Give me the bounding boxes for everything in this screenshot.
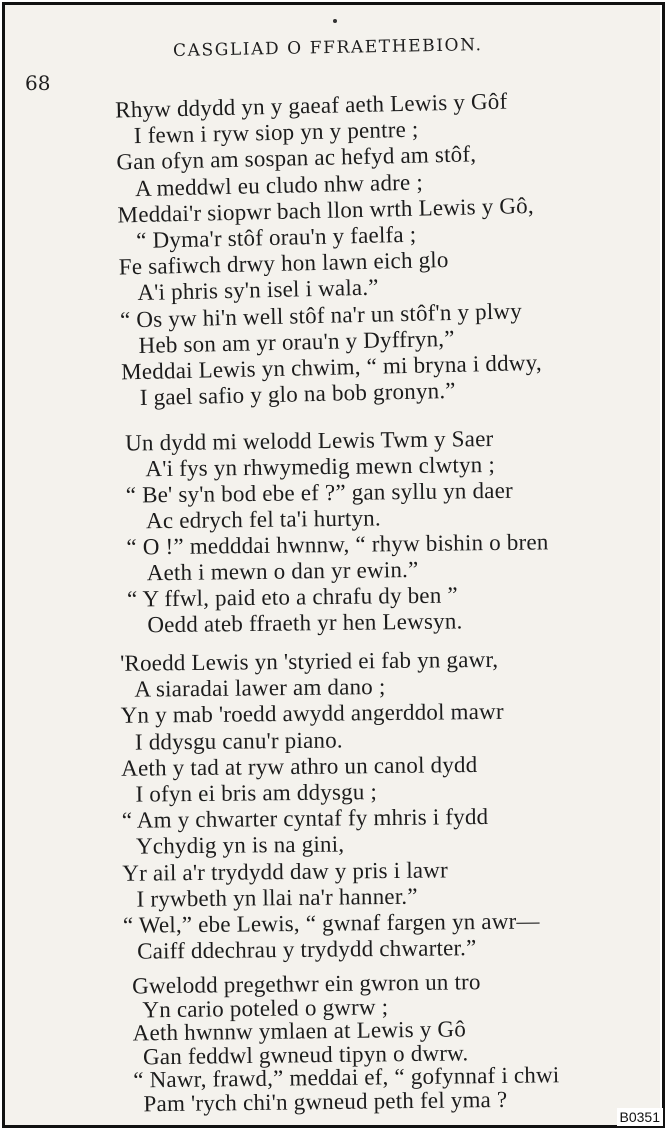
verse-line: “ Wel,” ebe Lewis, “ gwnaf fargen yn awr— bbox=[122, 908, 540, 938]
verse-line: Ac edrych fel ta'i hurtyn. bbox=[145, 505, 382, 534]
verse-line: Fe safiwch drwy hon lawn eich glo bbox=[118, 247, 449, 280]
verse-line: Aeth hwnnw ymlaen at Lewis y Gô bbox=[132, 1016, 467, 1046]
verse-line: Gan ofyn am sospan ac hefyd am stôf, bbox=[116, 141, 477, 175]
verse-line: “ Am y chwarter cyntaf fy mhris i fydd bbox=[121, 804, 489, 833]
verse-line: A'i fys yn rhwymedig mewn clwtyn ; bbox=[145, 452, 496, 482]
print-mark bbox=[333, 19, 337, 23]
book-page bbox=[5, 5, 660, 1125]
verse-line: A meddwl eu cludo nhw adre ; bbox=[134, 169, 424, 201]
verse-line: Gwelodd pregethwr ein gwron un tro bbox=[131, 969, 481, 999]
verse-line: “ O !” medddai hwnnw, “ rhyw bishin o bren bbox=[126, 529, 549, 560]
verse-line: A siaradai lawer am dano ; bbox=[134, 674, 386, 702]
verse-line: Meddai'r siopwr bach llon wrth Lewis y Gô, bbox=[117, 192, 535, 228]
verse-line: Meddai Lewis yn chwim, “ mi bryna i ddwy, bbox=[120, 349, 543, 385]
verse-line: Pam 'rych chi'n gwneud peth fel yma ? bbox=[143, 1086, 508, 1116]
verse-line: I fewn i ryw siop yn y pentre ; bbox=[133, 116, 419, 149]
stanza bbox=[5, 967, 660, 1116]
verse-line: I ofyn ei bris am ddysgu ; bbox=[135, 779, 378, 807]
verse-line: Heb son am yr orau'n y Dyffryn,” bbox=[138, 325, 455, 358]
verse-line: 'Roedd Lewis yn 'styried ei fab yn gawr, bbox=[119, 646, 499, 676]
verse-line: “ Dyma'r stôf orau'n y faelfa ; bbox=[135, 221, 417, 254]
verse-line: Rhyw ddydd yn y gaeaf aeth Lewis y Gôf bbox=[114, 88, 508, 123]
verse-line: Ychydig yn is na gini, bbox=[135, 831, 345, 860]
verse-line: “ Os yw hi'n well stôf na'r un stôf'n y plwy bbox=[119, 297, 523, 333]
stanza bbox=[5, 85, 660, 411]
verse-line: Caiff ddechrau y trydydd chwarter.” bbox=[137, 935, 477, 964]
verse-line: Yn cario poteled o gwrw ; bbox=[142, 993, 389, 1022]
verse-line: Gan feddwl gwneud tipyn o dwrw. bbox=[142, 1039, 469, 1069]
verse-line: “ Nawr, frawd,” meddai ef, “ gofynnaf i chwi bbox=[133, 1062, 560, 1093]
verse-line: Aeth y tad at ryw athro un canol dydd bbox=[121, 751, 478, 781]
verse-line: Yr ail a'r trydydd daw y pris i lawr bbox=[122, 856, 449, 886]
stanza bbox=[5, 645, 660, 964]
verse-line: “ Y ffwl, paid eto a chrafu dy ben ” bbox=[126, 582, 458, 612]
verse-line: “ Be' sy'n bod ebe ef ?” gan syllu yn daer bbox=[125, 477, 514, 508]
running-header: CASGLIAD O FFRAETHEBION. bbox=[172, 35, 483, 61]
verse-line: Aeth i mewn o dan yr ewin.” bbox=[146, 556, 419, 586]
verse-line: Oedd ateb ffraeth yr hen Lewsyn. bbox=[147, 608, 463, 638]
verse-line: Yn y mab 'roedd awydd angerddol mawr bbox=[120, 699, 504, 729]
stanza bbox=[5, 424, 660, 638]
verse-line: A'i phris sy'n isel i wala.” bbox=[137, 274, 379, 306]
archive-id-label: B0351 bbox=[617, 1108, 663, 1126]
verse-line: Un dydd mi welodd Lewis Twm y Saer bbox=[124, 426, 494, 456]
verse-line: I rywbeth yn llai na'r hanner.” bbox=[136, 883, 418, 912]
page-number: 68 bbox=[25, 71, 51, 95]
verse-line: I ddysgu canu'r piano. bbox=[134, 727, 343, 755]
verse-line: I gael safio y glo na bob gronyn.” bbox=[139, 378, 456, 411]
